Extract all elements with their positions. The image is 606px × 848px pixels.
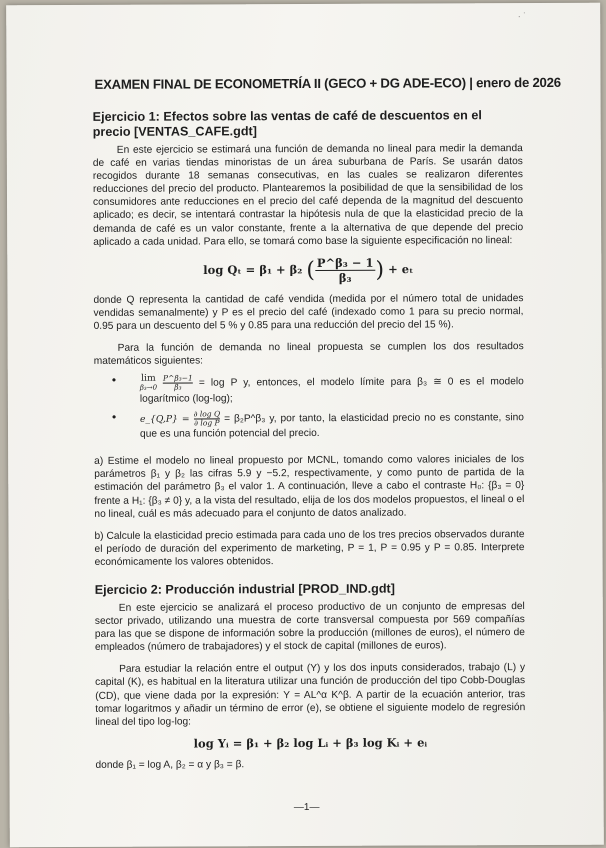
eq-rhs: + eₜ bbox=[388, 261, 414, 276]
exam-title: EXAMEN FINAL DE ECONOMETRÍA II (GECO + DG ADE-ECO) | enero de 2026 bbox=[94, 74, 561, 92]
eq-fraction bbox=[315, 255, 376, 284]
results-intro: Para la función de demanda no lineal propuesta se cumplen los dos resultados matemáticos siguientes: bbox=[93, 341, 524, 368]
elasticity-fraction: $\frac{\text{∂ log Q}}{\text{∂ log P}}$ bbox=[193, 409, 221, 428]
eq-denominator: β₃ bbox=[338, 270, 352, 285]
exercise-2-heading: Ejercicio 2: Producción industrial [PROD_IND.gdt] bbox=[94, 581, 395, 597]
exam-page bbox=[6, 3, 604, 848]
pen-marks: · ˙ bbox=[517, 11, 527, 22]
results-list bbox=[94, 372, 524, 441]
limit-operator: lim β₃→0 bbox=[139, 372, 158, 392]
result-2 bbox=[94, 409, 524, 441]
page-content bbox=[92, 74, 561, 772]
result-2-text: = β₂P^β₃ y, por tanto, la elasticidad precio no es constante, sino que es una función potencial del precio. bbox=[140, 412, 524, 440]
eq-numerator: P^β₃ − 1 bbox=[315, 255, 376, 270]
page-number: —1— bbox=[293, 801, 320, 814]
bullet-icon: • bbox=[111, 373, 117, 388]
eq-lhs: log Qₜ = β₁ + β₂ bbox=[203, 262, 303, 277]
exercise-1-part-a: a) Estime el modelo no lineal propuesto por MCNL, tomando como valores iniciales de los parámetros β₁ y β₂ las cifras 5.9 y −5.2, respectivamente, y como punto de partida de la estimación del parámetro β₃ el valor 1. A continuación, lleve a cabo el contraste H₀: {β₃ = 0} frente a H₁: {β₃ ≠ 0} y, a la vista del resultado, elija de los dos modelos propuestos, el lineal o el no lineal, cuál es más adecuado para el conjunto de datos analizado. bbox=[94, 454, 525, 520]
exercise-1-intro: En este ejercicio se estimará una función de demanda no lineal para medir la demanda de café en varias tiendas minoristas de un área suburbana de París. Se usarán datos recogidos durante 18 semanas consecutivas, en las cuales se realizaron diferentes reducciones del precio del producto. Plantearemos la posibilidad de que la sensibilidad de los consumidores ante reducciones en el precio del café dependa de la magnitud del descuento aplicado; es decir, se intentará contrastar la hipótesis nula de que la elasticidad precio de la demanda de café es un valor constante, frente a la alternativa de que depende del precio aplicado a cada unidad. Para ello, se tomará como base la siguiente especificación no lineal: bbox=[92, 143, 524, 248]
elasticity-symbol: e_{Q,P} = bbox=[139, 413, 190, 426]
result-1-text: = log P y, entonces, el modelo límite para β₃ ≅ 0 es el modelo logarítmico (log-log); bbox=[139, 376, 524, 405]
result-1 bbox=[94, 372, 524, 406]
exercise-1-part-b: b) Calcule la elasticidad precio estimada para cada uno de los tres precios observados durante el período de duración del experimento de marketing, P = 1, P = 0.95 y P = 0.85. Interprete económicamente los valores obtenidos. bbox=[94, 528, 525, 568]
exercise-2-equation: log Yᵢ = β₁ + β₂ log Lᵢ + β₃ log Kᵢ + eᵢ bbox=[193, 735, 428, 751]
eq-close-paren: ) bbox=[375, 257, 385, 283]
exercise-1-heading: Ejercicio 1: Efectos sobre las ventas de café de descuentos en el precio [VENTAS_CAFE.gdt] bbox=[92, 108, 482, 139]
exercise-2-para2: Para estudiar la relación entre el output (Y) y los dos inputs considerados, trabajo (L) y capital (K), es habitual en la literatura utilizar una función de producción del tipo Cobb-Douglas (CD), que viene dada por la expresión: Y = AL^α K^β. A partir de la ecuación anterior, tras tomar logaritmos y añadir un término de error (e), se obtiene el siguiente modelo de regresión lineal del tipo log-log: bbox=[95, 662, 526, 728]
exercise-2-intro: En este ejercicio se analizará el proceso productivo de un conjunto de empresas del sector privado, utilizando una muestra de corte transversal compuesta por 569 compañías para las que se dispone de información sobre la producción (millones de euros), el número de empleados (número de trabajadores) y el stock de capital (millones de euros). bbox=[94, 601, 525, 654]
bullet-icon: • bbox=[111, 410, 117, 425]
exercise-2-where: donde β₁ = log A, β₂ = α y β₃ = β. bbox=[95, 759, 245, 771]
eq-open-paren: ( bbox=[306, 257, 315, 283]
exercise-1-where: donde Q representa la cantidad de café vendida (medida por el número total de unidades vendidas semanalmente) y P es el precio del café (indexado como 1 para su precio normal, 0.95 para un descuento del 5 % y 0.85 para una reducción del precio del 15 %). bbox=[93, 292, 524, 332]
limit-fraction: $\frac{\text{P\textasciicircum{}β₃−1}}{\text{β₃}}$ bbox=[163, 373, 193, 392]
exercise-1-equation bbox=[93, 255, 523, 286]
